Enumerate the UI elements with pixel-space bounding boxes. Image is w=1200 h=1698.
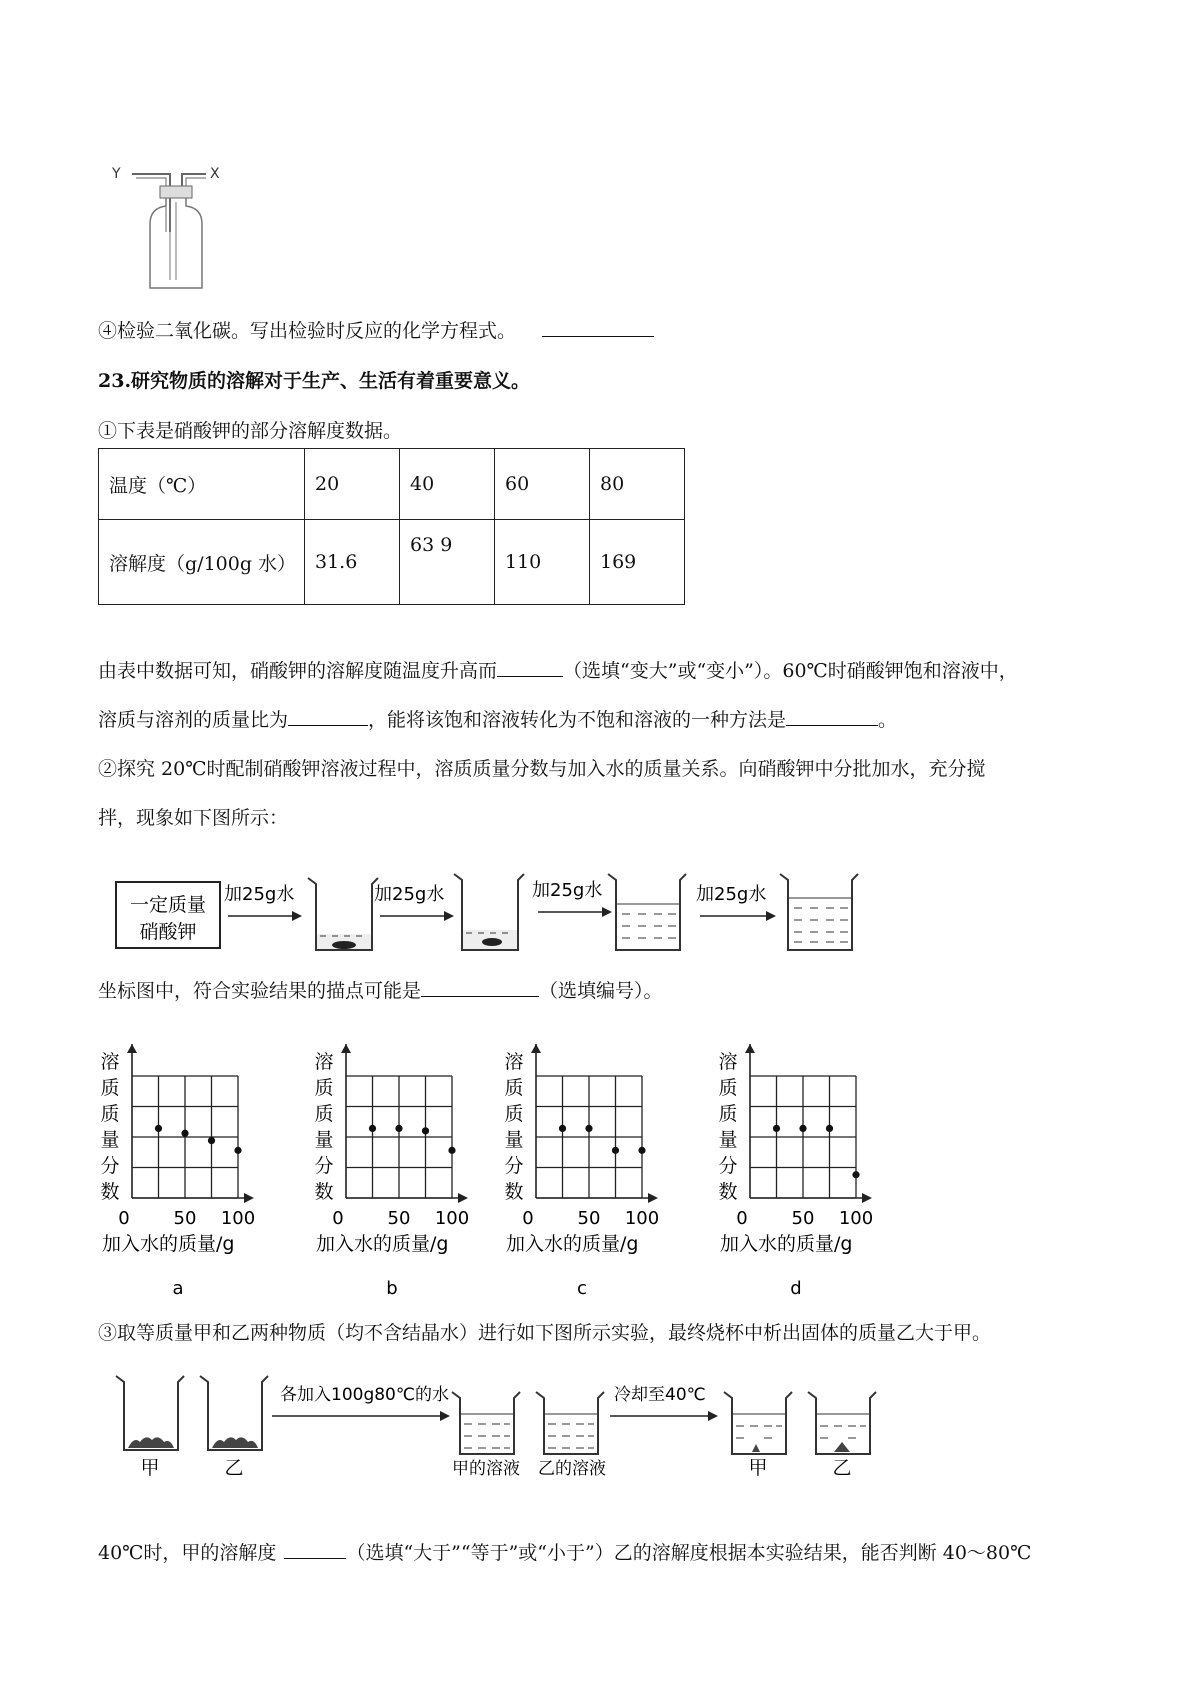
x-tick-label: 50 [791, 1208, 815, 1229]
data-point [395, 1125, 402, 1132]
beaker-jia [116, 1376, 184, 1450]
part2-q-text-a: 坐标图中，符合实验结果的描点可能是 [98, 980, 422, 1002]
beaker-jia-cooled [724, 1392, 792, 1454]
ylabel-char: 分 [314, 1155, 334, 1177]
ylabel-char: 质 [314, 1103, 334, 1125]
arrow-label-2: 加25g水 [374, 884, 445, 905]
graph-option-d [718, 1044, 873, 1298]
option-label: c [577, 1278, 587, 1298]
co2-test-text: ④检验二氧化碳。写出检验时反应的化学方程式。 [98, 320, 517, 342]
x-axis-label: 加入水的质量/g [316, 1233, 449, 1255]
x-axis-arrow [862, 1193, 872, 1203]
solubility-table [98, 448, 685, 605]
gas-bottle-figure [110, 162, 230, 292]
ylabel-char: 数 [718, 1181, 738, 1203]
beaker-yi-cooled [808, 1392, 876, 1454]
step2-label: 冷却至40℃ [614, 1385, 706, 1405]
ylabel-char: 溶 [504, 1051, 524, 1073]
cell-temp-80: 80 [590, 449, 685, 520]
data-point [826, 1125, 833, 1132]
graph-option-a [100, 1044, 255, 1298]
x-axis-arrow [458, 1193, 468, 1203]
final-text-a: 40℃时，甲的溶解度 [98, 1542, 277, 1564]
part2-line1: ②探究 20℃时配制硝酸钾溶液过程中，溶质质量分数与加入水的质量关系。向硝酸钾中分批加水，充分搅 [98, 758, 986, 780]
ylabel-char: 数 [504, 1181, 524, 1203]
ylabel-char: 质 [718, 1103, 738, 1125]
compare-blank[interactable] [284, 1540, 346, 1559]
option-label: b [386, 1278, 398, 1298]
co2-equation-blank[interactable] [542, 318, 654, 337]
x-tick-label: 0 [522, 1208, 534, 1229]
y-axis-arrow [127, 1044, 137, 1053]
ylabel-char: 质 [718, 1077, 738, 1099]
part2-line2: 拌，现象如下图所示： [98, 807, 289, 829]
ylabel-char: 量 [314, 1129, 334, 1151]
beaker-jia-solution [452, 1392, 520, 1454]
co2-test-question [98, 318, 654, 344]
label-jia-2: 甲 [748, 1457, 768, 1479]
label-yi-1: 乙 [224, 1457, 244, 1479]
ylabel-char: 量 [100, 1129, 120, 1151]
ylabel-char: 数 [314, 1181, 334, 1203]
ylabel-char: 溶 [314, 1051, 334, 1073]
x-axis-label: 加入水的质量/g [506, 1233, 639, 1255]
ylabel-char: 量 [718, 1129, 738, 1151]
x-axis-arrow [244, 1193, 254, 1203]
ylabel-char: 质 [314, 1077, 334, 1099]
ylabel-char: 数 [100, 1181, 120, 1203]
header-solubility: 溶解度（g/100g 水） [99, 520, 305, 605]
beaker-4 [780, 874, 858, 950]
ylabel-char: 分 [100, 1155, 120, 1177]
beaker-2 [454, 874, 524, 950]
part2-q-text-b: （选填编号）。 [539, 980, 663, 1002]
option-label: a [172, 1278, 184, 1298]
label-yi-solution: 乙的溶液 [538, 1459, 606, 1479]
part2-question [98, 978, 663, 1004]
x-axis-label: 加入水的质量/g [720, 1233, 853, 1255]
ylabel-char: 质 [504, 1103, 524, 1125]
crystallization-diagram [112, 1370, 992, 1480]
ylabel-char: 分 [718, 1155, 738, 1177]
x-axis-arrow [648, 1193, 658, 1203]
header-temperature: 温度（℃） [99, 449, 305, 520]
data-point [773, 1125, 780, 1132]
x-tick-label: 50 [387, 1208, 411, 1229]
cell-temp-20: 20 [305, 449, 400, 520]
final-question-line [98, 1540, 1031, 1566]
x-tick-label: 50 [173, 1208, 197, 1229]
graph-option-b [314, 1044, 469, 1298]
x-tick-label: 100 [624, 1208, 660, 1229]
data-point [559, 1125, 566, 1132]
beaker-yi [200, 1376, 268, 1450]
part1-q2-text-a: 溶质与溶剂的质量比为 [98, 709, 289, 731]
step1-label: 各加入100g80℃的水 [280, 1385, 449, 1405]
arrow-label-1: 加25g水 [224, 884, 295, 905]
exp3-svg [112, 1370, 992, 1480]
option-label: d [790, 1278, 802, 1298]
data-point [208, 1137, 215, 1144]
x-tick-label: 0 [118, 1208, 130, 1229]
y-axis-arrow [341, 1044, 351, 1053]
cell-temp-60: 60 [495, 449, 590, 520]
cell-sol-60: 110 [495, 520, 590, 605]
beaker-1 [308, 878, 378, 950]
gas-bottle-diagram [110, 162, 230, 292]
data-point [585, 1125, 592, 1132]
data-point [234, 1147, 241, 1154]
part1-q1-text-b: （选填“变大”或“变小”）。60℃时硝酸钾饱和溶液中， [563, 660, 1018, 682]
x-tick-label: 100 [220, 1208, 256, 1229]
label-yi-2: 乙 [832, 1457, 852, 1479]
y-axis-arrow [531, 1044, 541, 1053]
x-tick-label: 100 [838, 1208, 874, 1229]
arrow-label-4: 加25g水 [696, 884, 767, 905]
beaker-3 [608, 874, 686, 950]
cell-sol-80: 169 [590, 520, 685, 605]
ylabel-char: 质 [504, 1077, 524, 1099]
label-x: X [210, 166, 220, 182]
table-row [99, 520, 685, 605]
table-row [99, 449, 685, 520]
x-tick-label: 100 [434, 1208, 470, 1229]
part1-question-line2 [98, 707, 897, 733]
start-label-1: 一定质量 [129, 894, 207, 916]
cell-sol-40: 63 9 [400, 520, 495, 605]
part1-question-line1 [98, 658, 1018, 684]
x-tick-label: 0 [332, 1208, 344, 1229]
ylabel-char: 质 [100, 1103, 120, 1125]
graph-choice-blank[interactable] [421, 978, 539, 997]
label-y: Y [112, 166, 121, 182]
data-point [799, 1125, 806, 1132]
data-point [422, 1127, 429, 1134]
beaker-yi-solution [536, 1392, 604, 1454]
part3-line: ③取等质量甲和乙两种物质（均不含结晶水）进行如下图所示实验，最终烧杯中析出固体的质量乙大于甲。 [98, 1322, 992, 1344]
data-point [448, 1147, 455, 1154]
start-label-2: 硝酸钾 [139, 921, 197, 943]
part1-intro: ①下表是硝酸钾的部分溶解度数据。 [98, 420, 403, 442]
ylabel-char: 分 [504, 1155, 524, 1177]
data-point [369, 1125, 376, 1132]
method-blank[interactable] [786, 707, 878, 726]
y-axis-arrow [745, 1044, 755, 1053]
arrow-label-3: 加25g水 [532, 880, 603, 901]
part1-q2-text-c: 。 [878, 709, 898, 731]
ylabel-char: 量 [504, 1129, 524, 1151]
data-point [612, 1147, 619, 1154]
ylabel-char: 质 [100, 1077, 120, 1099]
cell-temp-40: 40 [400, 449, 495, 520]
ratio-blank[interactable] [288, 707, 368, 726]
ylabel-char: 溶 [718, 1051, 738, 1073]
data-point [638, 1147, 645, 1154]
part1-q2-text-b: ，能将该饱和溶液转化为不饱和溶液的一种方法是 [368, 709, 787, 731]
ylabel-char: 溶 [100, 1051, 120, 1073]
cell-sol-20: 31.6 [305, 520, 400, 605]
x-tick-label: 0 [736, 1208, 748, 1229]
data-point [155, 1125, 162, 1132]
label-jia-1: 甲 [140, 1457, 160, 1479]
trend-blank[interactable] [497, 658, 563, 677]
question-23-title: 23.研究物质的溶解对于生产、生活有着重要意义。 [98, 370, 531, 392]
dissolving-process-diagram [112, 856, 992, 956]
data-point [181, 1130, 188, 1137]
label-jia-solution: 甲的溶液 [452, 1459, 520, 1479]
graph-options [98, 1028, 1098, 1298]
x-axis-label: 加入水的质量/g [102, 1233, 235, 1255]
data-point [852, 1171, 859, 1178]
graph-option-c [504, 1044, 659, 1298]
graphs-svg [98, 1028, 1098, 1298]
process-svg [112, 856, 992, 956]
final-text-b: （选填“大于”“等于”或“小于”）乙的溶解度根据本实验结果，能否判断 40～80℃ [346, 1542, 1032, 1564]
part1-q1-text-a: 由表中数据可知，硝酸钾的溶解度随温度升高而 [98, 660, 498, 682]
x-tick-label: 50 [577, 1208, 601, 1229]
